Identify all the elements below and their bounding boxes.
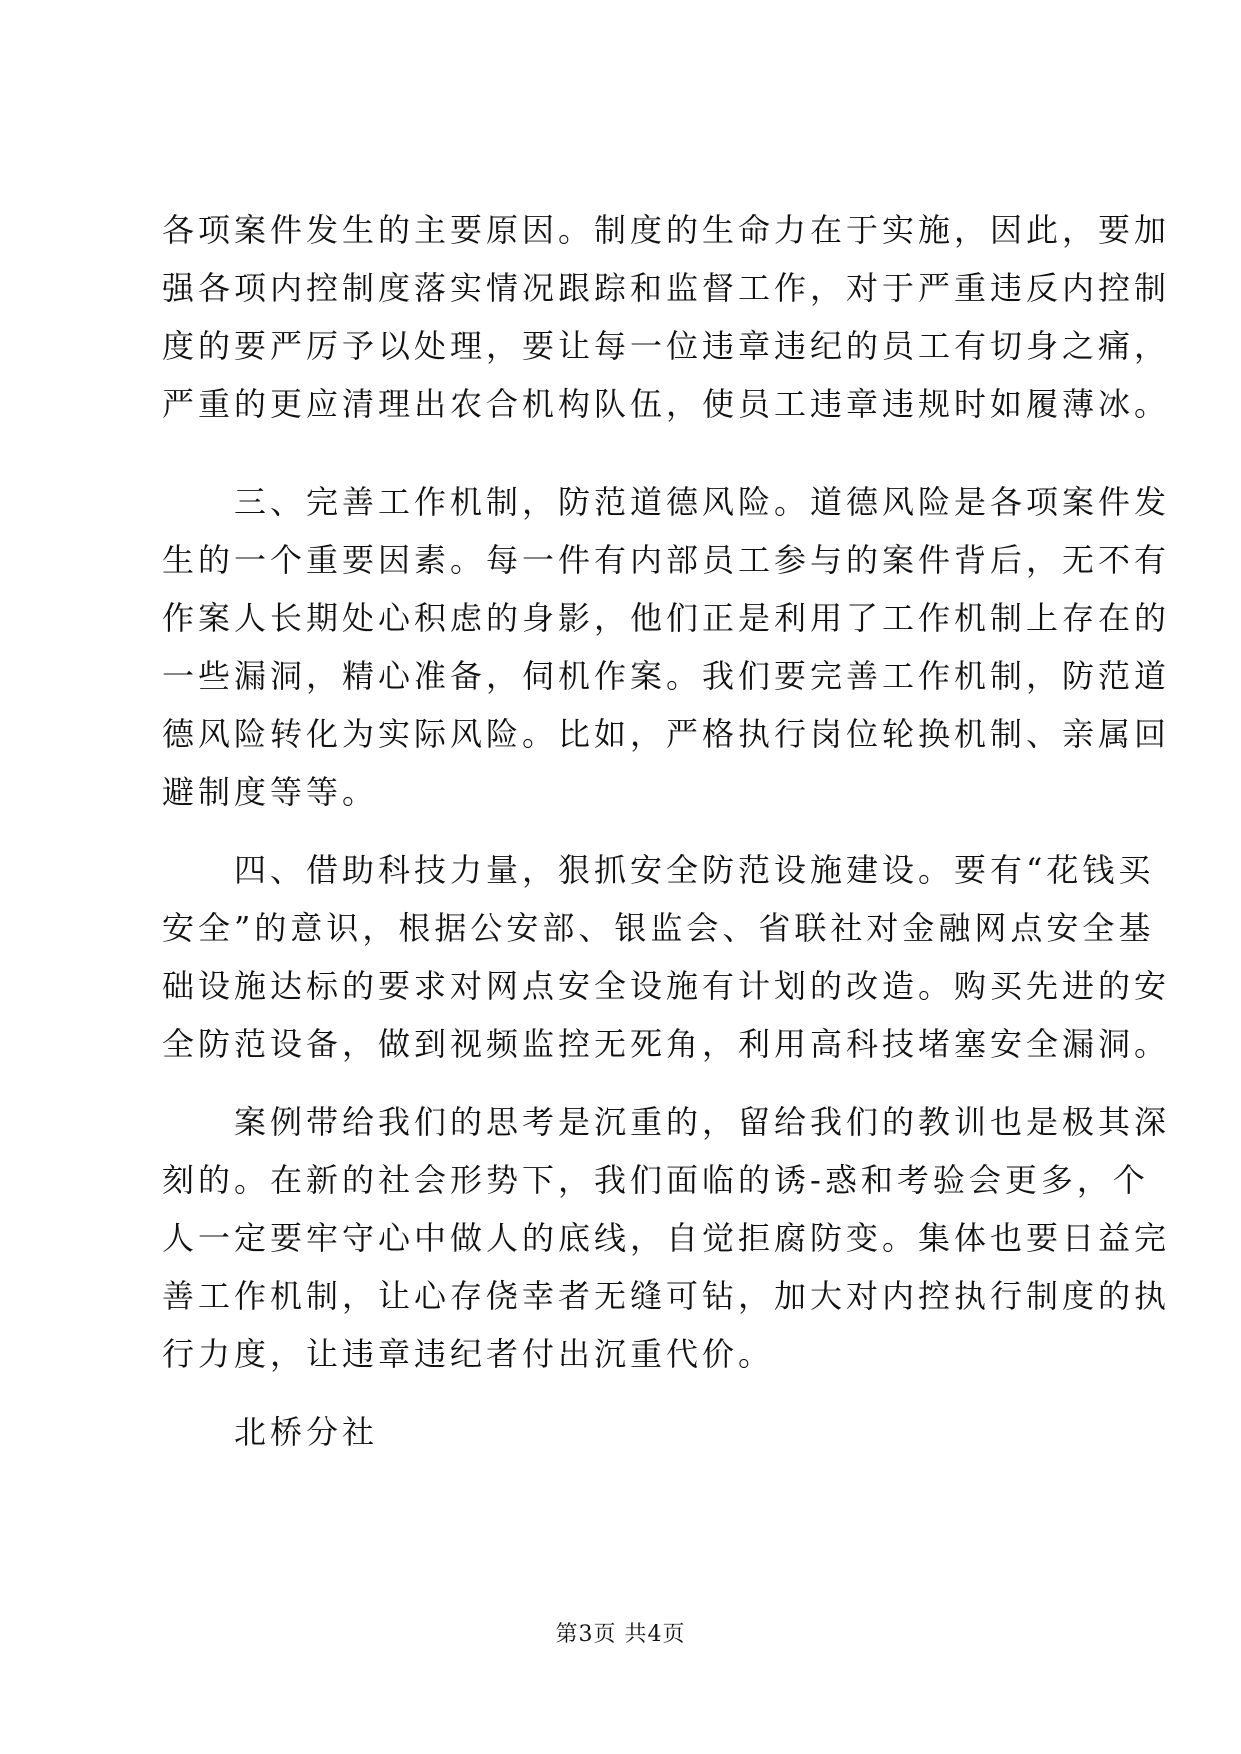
text-line: 德风险转化为实际风险。比如，严格执行岗位轮换机制、亲属回	[162, 715, 1171, 753]
text-line: 一些漏洞，精心准备，伺机作案。我们要完善工作机制，防范道	[162, 657, 1171, 695]
text-line: 作案人长期处心积虑的身影，他们正是利用了工作机制上存在的	[162, 599, 1171, 637]
text-line: 安全”的意识，根据公安部、银监会、省联社对金融网点安全基	[162, 909, 1155, 947]
text-line: 度的要严厉予以处理，要让每一位违章违纪的员工有切身之痛，	[162, 327, 1171, 365]
text-line: 案例带给我们的思考是沉重的，留给我们的教训也是极其深	[162, 1103, 1171, 1141]
text-line: 生的一个重要因素。每一件有内部员工参与的案件背后，无不有	[162, 541, 1171, 579]
text-line: 严重的更应清理出农合机构队伍，使员工违章违规时如履薄冰。	[162, 385, 1171, 423]
text-line: 各项案件发生的主要原因。制度的生命力在于实施，因此，要加	[162, 211, 1171, 249]
text-line: 四、借助科技力量，狠抓安全防范设施建设。要有“花钱买	[162, 851, 1155, 889]
text-line: 避制度等等。	[162, 773, 379, 811]
text-line: 刻的。在新的社会形势下，我们面临的诱-惑和考验会更多，个	[162, 1161, 1149, 1199]
text-line: 三、完善工作机制，防范道德风险。道德风险是各项案件发	[162, 483, 1171, 521]
text-line: 善工作机制，让心存侥幸者无缝可钻，加大对内控执行制度的执	[162, 1277, 1171, 1315]
text-line: 行力度，让违章违纪者付出沉重代价。	[162, 1335, 775, 1373]
text-line: 全防范设备，做到视频监控无死角，利用高科技堵塞安全漏洞。	[162, 1025, 1171, 1063]
signature-line: 北桥分社	[162, 1413, 379, 1451]
text-line: 人一定要牢守心中做人的底线，自觉拒腐防变。集体也要日益完	[162, 1219, 1171, 1257]
text-line: 础设施达标的要求对网点安全设施有计划的改造。购买先进的安	[162, 967, 1171, 1005]
page-number-footer: 第3页 共4页	[555, 1622, 686, 1647]
text-line: 强各项内控制度落实情况跟踪和监督工作，对于严重违反内控制	[162, 269, 1171, 307]
